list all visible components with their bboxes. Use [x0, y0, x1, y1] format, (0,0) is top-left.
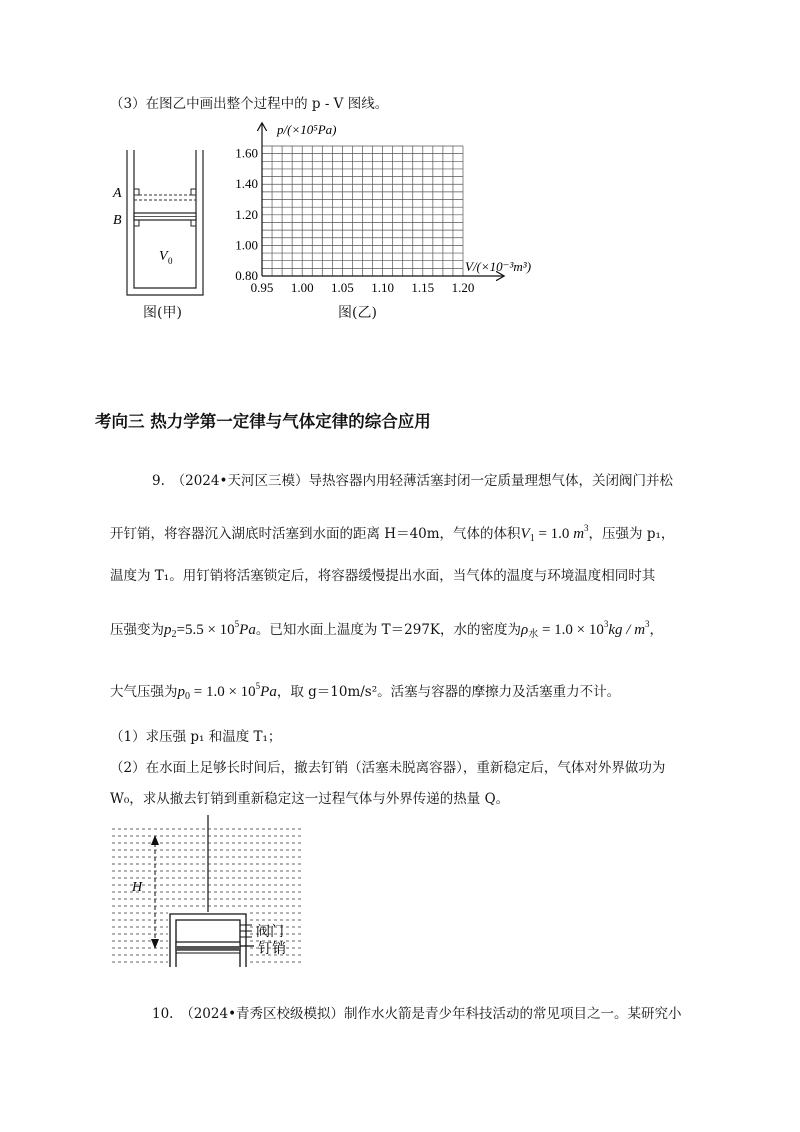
label-v0-sub: 0 — [168, 256, 173, 266]
q9-line5b: ，取 g＝10m/s²。活塞与容器的摩擦力及活塞重力不计。 — [276, 684, 621, 700]
rho-formula: $\rho_水 = 1.0 \times 10^3kg / m^3$ — [521, 619, 650, 640]
y-tick-label: 1.60 — [235, 145, 258, 161]
y-tick-label: 0.80 — [235, 268, 258, 283]
figure-jia-cylinder — [105, 150, 225, 325]
caption-yi: 图(乙) — [338, 305, 377, 321]
x-tick-label: 1.00 — [290, 280, 314, 295]
q9-line2b: ，压强为 p₁， — [588, 526, 675, 542]
x-tick-label: 1.20 — [451, 280, 475, 295]
y-tick-label: 1.00 — [235, 237, 258, 253]
h-arrow-bottom — [151, 939, 159, 949]
label-valve: 阀门 — [256, 925, 284, 940]
figure-yi-pv-chart — [225, 118, 565, 328]
caption-jia: 图(甲) — [143, 305, 182, 321]
label-a: A — [113, 186, 122, 201]
q9-line1: 9. （2024•天河区三模）导热容器内用轻薄活塞封闭一定质量理想气体，关闭阀门并松 — [152, 473, 673, 489]
label-v0: V — [159, 249, 168, 264]
chart-grid — [262, 146, 463, 276]
q10-line1: 10. （2024•青秀区校级模拟）制作水火箭是青少年科技活动的常见项目之一。某研究小 — [152, 1006, 682, 1022]
question-3-text: （3）在图乙中画出整个过程中的 p - V 图线。 — [110, 96, 389, 112]
y-tick-label: 1.40 — [235, 176, 258, 192]
x-tick-label: 0.95 — [250, 280, 274, 295]
q9-line5 — [110, 676, 620, 707]
q9-line4 — [110, 614, 663, 645]
h-arrow-top — [151, 835, 159, 845]
q9-line4a: 压强变为 — [110, 622, 164, 638]
q9-sub2-line1: （2）在水面上足够长时间后，撤去钉销（活塞未脱离容器），重新稳定后，气体对外界做功为 — [110, 760, 666, 776]
x-tick-label: 1.10 — [371, 280, 394, 295]
p2-formula: $p_2=5.5 \times 10^5Pa$ — [164, 619, 256, 640]
q9-line2a: 开钉销，将容器沉入湖底时活塞到水面的距离 H＝40m，气体的体积 — [110, 526, 521, 542]
q9-line5a: 大气压强为 — [110, 684, 178, 700]
label-b: B — [113, 213, 122, 228]
q9-line4b: 。已知水面上温度为 T＝297K，水的密度为 — [255, 622, 521, 638]
q9-line2 — [110, 518, 674, 549]
x-axis-label: V/(×10⁻³m³) — [465, 259, 532, 274]
y-tick-label: 1.20 — [235, 206, 258, 222]
v1-formula: $V_1 = 1.0$ $m^3$ — [520, 523, 589, 544]
label-pin: 钉销 — [258, 942, 286, 957]
x-tick-label: 1.15 — [411, 280, 435, 295]
label-h: H — [132, 880, 143, 895]
figure-lake-container — [110, 815, 310, 975]
y-axis-label: p/(×10⁵Pa) — [277, 122, 337, 137]
section-title: 考向三 热力学第一定律与气体定律的综合应用 — [95, 412, 431, 431]
x-tick-label: 1.05 — [331, 280, 354, 295]
lake-container — [168, 912, 254, 967]
q9-line4c: ， — [649, 622, 664, 638]
q9-sub1: （1）求压强 p₁ 和温度 T₁； — [110, 729, 282, 745]
q9-sub2-line2: W₀，求从撤去钉销到重新稳定这一过程气体与外界传递的热量 Q。 — [110, 791, 510, 807]
q9-line3: 温度为 T₁。用钉销将活塞锁定后，将容器缓慢提出水面，当气体的温度与环境温度相同时其 — [110, 568, 656, 584]
p0-formula: $p_0 = 1.0 \times 10^5Pa$ — [177, 681, 277, 702]
